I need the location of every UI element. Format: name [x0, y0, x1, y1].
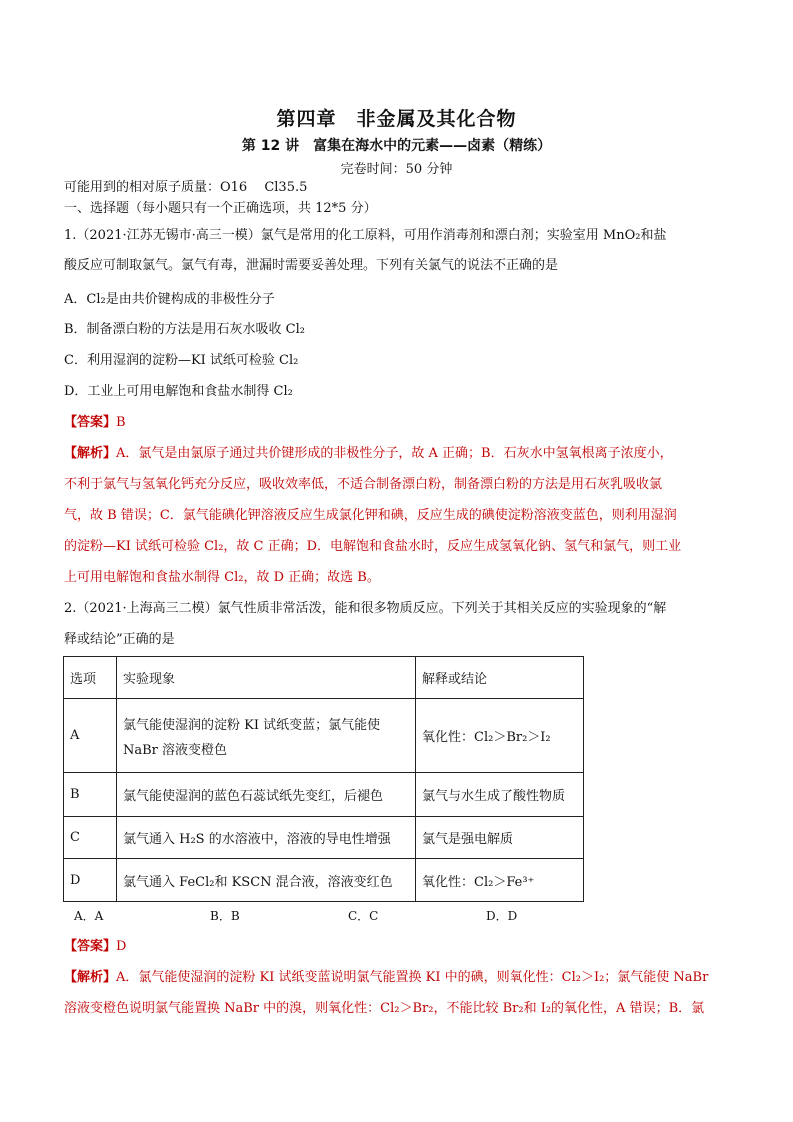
q2-analysis-line2: 溶液变橙色说明氯气能置换 NaBr 中的溴，则氧化性：Cl₂＞Br₂，不能比较 Br₂和 I₂的氧化性，A 错误；B．氯	[64, 1001, 705, 1016]
table-row	[64, 699, 584, 773]
q1-analysis-line1	[64, 445, 673, 462]
table-cell: 氧化性：Cl₂＞Fe³⁺	[416, 859, 584, 902]
table-cell: 氯气通入 FeCl₂和 KSCN 混合液，溶液变红色	[117, 859, 416, 902]
q2-stem-line1: 2.（2021·上海高三二模）氯气性质非常活泼，能和很多物质反应。下列关于其相关反应的实验现象的“解	[64, 601, 667, 616]
header-cell: 解释或结论	[416, 657, 584, 699]
table-cell: B	[64, 773, 117, 817]
lecture-title: 第 12 讲 富集在海水中的元素——卤素（精练）	[241, 138, 552, 154]
table-cell: 氯气能使湿润的蓝色石蕊试纸先变红，后褪色	[117, 773, 416, 817]
header-cell: 实验现象	[117, 657, 416, 699]
table-cell: 氯气是强电解质	[416, 817, 584, 859]
table-cell: 氧化性：Cl₂＞Br₂＞I₂	[416, 699, 584, 773]
analysis-text: A．氯气能使湿润的淀粉 KI 试纸变蓝说明氯气能置换 KI 中的碘，则氧化性：Cl₂＞I₂；氯气能使 NaBr	[116, 970, 709, 985]
q1-option-b: B．制备漂白粉的方法是用石灰水吸收 Cl₂	[64, 322, 306, 337]
q1-analysis-line5: 上可用电解饱和食盐水制得 Cl₂，故 D 正确；故选 B。	[64, 570, 380, 585]
table-cell: A	[64, 699, 117, 773]
table-cell: C	[64, 817, 117, 859]
analysis-label: 【解析】	[64, 446, 117, 461]
q1-stem-line1: 1.（2021·江苏无锡市·高三一模）氯气是常用的化工原料，可用作消毒剂和漂白剂；实验室用 MnO₂和盐	[64, 228, 667, 243]
q1-analysis-line3: 气，故 B 错误；C．氯气能碘化钾溶液反应生成氯化钾和碘，反应生成的碘使淀粉溶液变蓝色，则利用湿润	[64, 508, 677, 523]
table-cell: D	[64, 859, 117, 902]
q2-option-b: B．B	[210, 909, 240, 923]
table-row	[64, 859, 584, 902]
q1-answer	[64, 414, 126, 431]
q1-analysis-line4: 的淀粉—KI 试纸可检验 Cl₂，故 C 正确；D．电解饱和食盐水时，反应生成氢氧化钠、氢气和氯气，则工业	[64, 539, 682, 554]
q2-table	[63, 656, 584, 902]
answer-label: 【答案】	[64, 939, 117, 954]
chapter-title: 第四章 非金属及其化合物	[276, 108, 517, 130]
analysis-label: 【解析】	[64, 970, 117, 985]
atomic-mass-note: 可能用到的相对原子质量：O16 Cl35.5	[64, 180, 308, 195]
q2-answer	[64, 938, 126, 955]
q1-stem-line2: 酸反应可制取氯气。氯气有毒，泄漏时需要妥善处理。下列有关氯气的说法不正确的是	[64, 258, 559, 273]
answer-value: D	[116, 939, 127, 954]
analysis-text: A．氯气是由氯原子通过共价键形成的非极性分子，故 A 正确；B．石灰水中氢氧根离子浓度小，	[116, 446, 673, 461]
cell-line: NaBr 溶液变橙色	[123, 742, 228, 758]
header-cell: 选项	[64, 657, 117, 699]
table-cell: 氯气与水生成了酸性物质	[416, 773, 584, 817]
time-limit: 完卷时间：50 分钟	[340, 162, 453, 177]
table-cell-multiline	[117, 699, 416, 773]
cell-line: 氯气能使湿润的淀粉 KI 试纸变蓝；氯气能使	[123, 717, 381, 733]
q1-analysis-line2: 不利于氯气与氢氧化钙充分反应，吸收效率低，不适合制备漂白粉，制备漂白粉的方法是用石灰乳吸收氯	[64, 477, 663, 492]
q2-stem-line2: 释或结论”正确的是	[64, 632, 175, 647]
table-header-row	[64, 657, 584, 699]
answer-label: 【答案】	[64, 415, 117, 430]
q2-option-a: A．A	[74, 909, 104, 923]
q2-analysis-line1	[64, 969, 708, 986]
q2-option-c: C．C	[348, 909, 379, 923]
table-row	[64, 773, 584, 817]
q1-option-a: A．Cl₂是由共价键构成的非极性分子	[64, 292, 275, 307]
table-cell: 氯气通入 H₂S 的水溶液中，溶液的导电性增强	[117, 817, 416, 859]
q2-option-d: D．D	[486, 909, 518, 923]
section-heading: 一、选择题（每小题只有一个正确选项，共 12*5 分）	[64, 201, 377, 216]
q1-option-d: D．工业上可用电解饱和食盐水制得 Cl₂	[64, 384, 293, 399]
answer-value: B	[116, 415, 126, 430]
table-row	[64, 817, 584, 859]
q1-option-c: C．利用湿润的淀粉—KI 试纸可检验 Cl₂	[64, 353, 299, 368]
